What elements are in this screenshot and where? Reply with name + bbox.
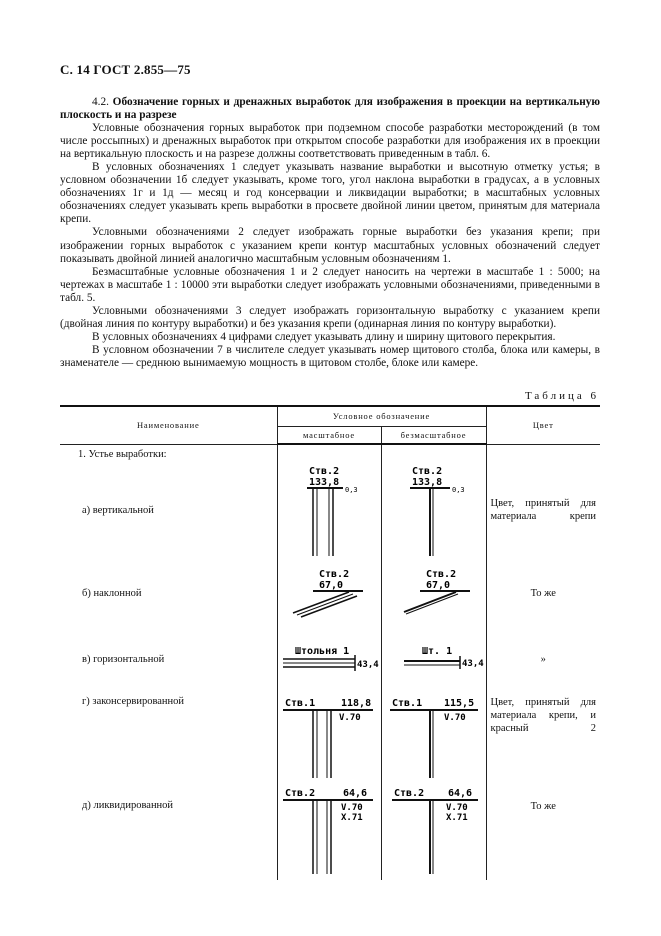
paragraph-6: В условных обозначениях 4 цифрами следует указывать длину и ширину щитового перекрытия. — [92, 330, 556, 343]
symbol-label: Штольня 1 — [295, 646, 350, 657]
symbol-label: 43,4 — [357, 660, 379, 670]
row-name: д) ликвидированной — [60, 782, 277, 880]
section-text — [60, 96, 600, 370]
symbol-label: Ств.2 — [319, 569, 350, 580]
symbol-scaled-vertical — [277, 460, 381, 560]
header-color: Цвет — [486, 406, 600, 444]
table-6 — [60, 405, 600, 880]
row-name: б) наклонной — [60, 560, 277, 626]
symbol-label: Ств.2 — [285, 788, 316, 799]
symbol-unscaled-horizontal — [381, 626, 486, 692]
table-row — [60, 692, 600, 782]
symbol-label: Ств.2 — [309, 466, 340, 477]
row-name: г) законсервированной — [60, 692, 277, 782]
section-number: 4.2. — [92, 96, 109, 108]
symbol-label: 0,3 — [345, 486, 358, 494]
row-color: Цвет, принятый для материала крепи, и красный 2 — [486, 692, 600, 782]
table-row — [60, 626, 600, 692]
header-name: Наименование — [60, 406, 277, 444]
symbol-label: Шт. 1 — [421, 646, 452, 657]
symbol-label: 67,0 — [319, 580, 344, 591]
table-title: Таблица 6 — [524, 390, 599, 402]
header-scaled: масштабное — [277, 426, 381, 444]
symbol-label: V.70 — [445, 803, 468, 813]
table-row — [60, 560, 600, 626]
row-name: а) вертикальной — [60, 460, 277, 560]
symbol-label: X.71 — [445, 813, 468, 823]
symbol-label: 133,8 — [309, 477, 340, 488]
symbol-label: 64,6 — [447, 788, 472, 799]
section-title: Обозначение горных и дренажных выработок для изображения в проекции на вертикальную плоскость и на разрезе — [60, 96, 601, 122]
header-unscaled: безмасштабное — [381, 426, 486, 444]
group-title: 1. Устье выработки: — [60, 444, 277, 460]
paragraph-1: Условные обозначения горных выработок при подземном способе разработки месторождений (в том числе россыпных) и дренажных выработок при открытом способе разработки для изображения их в проекции на вертикальную плоскость и на разрезе должны соответствовать приведенным в табл. 6. — [60, 122, 600, 161]
table-row — [60, 460, 600, 560]
paragraph-7: В условном обозначении 7 в числителе следует указывать номер щитового столба, блока или камеры, в знаменателе — среднюю вынимаемую мощность в щитовом столбе, блоке или камере. — [60, 343, 600, 369]
symbol-label: 118,8 — [341, 698, 372, 709]
row-color: То же — [486, 782, 600, 880]
symbol-label: Ств.2 — [425, 569, 456, 580]
section-heading — [60, 96, 600, 122]
symbol-label: Ств.2 — [393, 788, 424, 799]
symbol-label: Ств.2 — [411, 466, 442, 477]
paragraph-5: Условными обозначениями 3 следует изображать горизонтальную выработку с указанием крепи (двойная линия по контуру выработки) и без указания крепи (одинарная линия по контуру выработки). — [60, 304, 600, 330]
symbol-label: Ств.1 — [391, 698, 422, 709]
symbol-scaled-inclined — [277, 560, 381, 626]
symbol-label: Ств.1 — [285, 698, 316, 709]
row-color: » — [486, 626, 600, 692]
table-row — [60, 782, 600, 880]
symbol-label: X.71 — [341, 813, 363, 823]
row-color: То же — [486, 560, 600, 626]
symbol-label: 64,6 — [343, 788, 368, 799]
row-color: Цвет, принятый для материала крепи — [486, 460, 600, 560]
paragraph-2: В условных обозначениях 1 следует указывать название выработки и высотную отметку устья; в условном обозначении 1б следует указывать, кроме того, угол наклона выработки в градусах, а в условных обозначениях 1г и 1д — месяц и год консервации и ликвидации выработки; в масштабных условных обозначениях следует указывать крепь выработки в просвете двойной линии цветом, принятым для материала крепи. — [60, 161, 600, 226]
symbol-label: 133,8 — [411, 477, 442, 488]
symbol-label: 43,4 — [461, 659, 484, 669]
symbol-label: 67,0 — [425, 580, 450, 591]
symbol-label: V.70 — [443, 713, 466, 723]
symbol-label: 0,3 — [451, 486, 465, 494]
header-symbol: Условное обозначение — [277, 406, 486, 426]
symbol-scaled-conserved — [277, 692, 381, 782]
symbol-unscaled-conserved — [381, 692, 486, 782]
symbol-unscaled-inclined — [381, 560, 486, 626]
page-header: С. 14 ГОСТ 2.855—75 — [60, 62, 191, 77]
paragraph-4: Безмасштабные условные обозначения 1 и 2 следует наносить на чертежи в масштабе 1 : 5000; на чертежах в масштабе 1 : 10000 эти выработки следует изображать условными обозначениями, приведенными в табл. 5. — [60, 265, 600, 304]
symbol-scaled-liquidated — [277, 782, 381, 880]
symbol-unscaled-liquidated — [381, 782, 486, 880]
symbol-scaled-horizontal — [277, 626, 381, 692]
symbol-unscaled-vertical — [381, 460, 486, 560]
row-name: в) горизонтальной — [60, 626, 277, 692]
symbol-label: V.70 — [341, 803, 363, 813]
paragraph-3: Условными обозначениями 2 следует изображать горные выработки без указания крепи; при изображении горных выработок с указанием крепи контур масштабных условных обозначений следует показывать двойной линией аналогично масштабным условным обозначениям 1. — [60, 226, 600, 265]
symbol-label: 115,5 — [443, 698, 474, 709]
symbol-label: V.70 — [339, 713, 361, 723]
